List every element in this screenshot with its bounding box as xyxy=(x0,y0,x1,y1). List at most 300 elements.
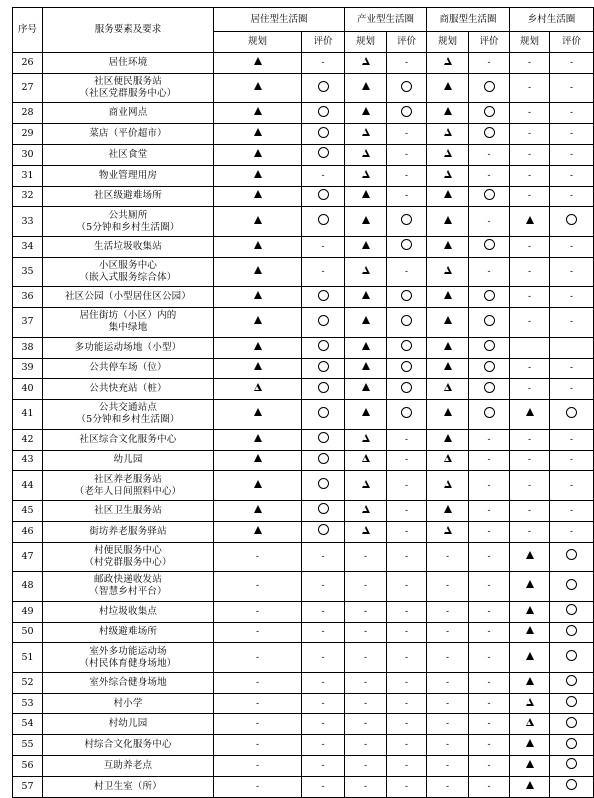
eval-cell xyxy=(387,308,427,338)
dash-mark: - xyxy=(528,363,532,374)
eval-cell xyxy=(387,144,427,165)
plan-cell xyxy=(214,756,302,777)
plan-cell xyxy=(214,500,302,521)
eval-cell xyxy=(302,756,345,777)
eval-cell xyxy=(469,124,510,145)
header-plan: 规划 xyxy=(345,32,387,53)
eval-cell xyxy=(469,186,510,207)
dash-mark: - xyxy=(405,581,409,592)
eval-cell xyxy=(550,400,594,430)
header-eval: 评价 xyxy=(550,32,594,53)
service-item-name-line: 物业管理用房 xyxy=(98,169,158,181)
plan-cell xyxy=(427,358,469,379)
dash-mark: - xyxy=(487,551,491,562)
service-item-name xyxy=(43,572,214,602)
service-item-name-line: （村党群服务中心） xyxy=(84,556,172,568)
plan-cell xyxy=(427,53,469,74)
service-item-name-line: 居住街坊（小区）内的 xyxy=(79,310,177,322)
eval-cell xyxy=(302,429,345,450)
row-number: 49 xyxy=(13,601,43,622)
service-item-name-line: 公共厕所 xyxy=(108,209,148,221)
service-item-name-line: 村级避难场所 xyxy=(98,626,158,638)
plan-cell xyxy=(510,500,550,521)
eval-cell xyxy=(550,735,594,756)
circle-icon xyxy=(566,407,577,418)
circle-icon xyxy=(484,340,495,351)
row-number: 26 xyxy=(13,53,43,74)
eval-cell xyxy=(302,144,345,165)
dash-mark: - xyxy=(487,627,491,638)
dash-mark: - xyxy=(446,781,450,792)
plan-cell xyxy=(345,500,387,521)
dash-mark: - xyxy=(363,781,368,792)
header-group-industrial: 产业型生活圈 xyxy=(345,8,427,32)
row-number: 51 xyxy=(13,643,43,673)
service-item-name-line: （社区党群服务中心） xyxy=(79,88,177,100)
plan-cell xyxy=(214,735,302,756)
table-row xyxy=(13,471,594,501)
plan-cell xyxy=(345,73,387,103)
dash-mark: - xyxy=(487,267,491,278)
dash-mark: - xyxy=(405,149,409,160)
eval-cell xyxy=(302,124,345,145)
dash-mark: - xyxy=(363,740,368,751)
eval-cell xyxy=(550,257,594,287)
service-item-name-line: 街坊养老服务驿站 xyxy=(89,525,167,537)
solid-triangle-icon xyxy=(362,383,370,391)
circle-icon xyxy=(484,239,495,250)
circle-icon xyxy=(566,214,577,225)
service-item-name xyxy=(43,73,214,103)
dash-mark: - xyxy=(321,57,325,68)
row-number: 36 xyxy=(13,287,43,308)
eval-cell xyxy=(387,337,427,358)
dash-mark: - xyxy=(446,652,450,663)
service-item-name xyxy=(43,776,214,797)
eval-cell xyxy=(469,73,510,103)
solid-triangle-icon xyxy=(444,434,452,442)
solid-triangle-icon xyxy=(254,408,262,416)
eval-cell xyxy=(387,521,427,542)
dash-mark: - xyxy=(405,652,409,663)
hollow-triangle-icon xyxy=(444,149,452,157)
service-item-name-line: （智慧乡村平台） xyxy=(89,586,167,598)
dash-mark: - xyxy=(405,480,409,491)
dash-mark: - xyxy=(321,760,325,771)
service-item-name xyxy=(43,124,214,145)
eval-cell xyxy=(387,542,427,572)
service-item-name-line: 居住环境 xyxy=(108,56,148,68)
dash-mark: - xyxy=(446,606,450,617)
solid-triangle-icon xyxy=(526,739,534,747)
eval-cell xyxy=(550,643,594,673)
plan-cell xyxy=(427,450,469,471)
eval-cell xyxy=(469,207,510,237)
circle-icon xyxy=(401,106,412,117)
hollow-triangle-icon xyxy=(444,454,452,462)
dash-mark: - xyxy=(570,129,574,140)
solid-triangle-icon xyxy=(526,551,534,559)
plan-cell xyxy=(427,165,469,186)
plan-cell xyxy=(510,379,550,400)
dash-mark: - xyxy=(405,719,409,730)
hollow-triangle-icon xyxy=(362,526,370,534)
service-item-name-line: 菜店（平价超市） xyxy=(89,128,167,140)
header-group-commercial: 商服型生活圈 xyxy=(427,8,510,32)
service-item-name-line: （老年人日间照料中心） xyxy=(74,485,182,497)
dash-mark: - xyxy=(570,57,574,68)
service-item-name-line: 社区综合文化服务中心 xyxy=(79,433,177,445)
service-item-name xyxy=(43,337,214,358)
circle-icon xyxy=(318,432,329,443)
eval-cell xyxy=(550,622,594,643)
eval-cell xyxy=(469,144,510,165)
plan-cell xyxy=(345,776,387,797)
table-row xyxy=(13,450,594,471)
plan-cell xyxy=(427,287,469,308)
solid-triangle-icon xyxy=(362,342,370,350)
eval-cell xyxy=(302,693,345,714)
dash-mark: - xyxy=(405,551,409,562)
dash-mark: - xyxy=(363,606,368,617)
table-row xyxy=(13,542,594,572)
eval-cell xyxy=(302,308,345,338)
dash-mark: - xyxy=(528,170,532,181)
plan-cell xyxy=(427,207,469,237)
eval-cell xyxy=(550,124,594,145)
dash-mark: - xyxy=(487,170,491,181)
dash-mark: - xyxy=(528,83,532,94)
eval-cell xyxy=(387,287,427,308)
eval-cell xyxy=(469,257,510,287)
plan-cell xyxy=(214,358,302,379)
table-row xyxy=(13,186,594,207)
solid-triangle-icon xyxy=(254,82,262,90)
circle-icon xyxy=(484,189,495,200)
eval-cell xyxy=(387,358,427,379)
plan-cell xyxy=(345,756,387,777)
circle-icon xyxy=(318,81,329,92)
solid-triangle-icon xyxy=(254,149,262,157)
service-item-name xyxy=(43,165,214,186)
eval-cell xyxy=(550,186,594,207)
eval-cell xyxy=(302,186,345,207)
dash-mark: - xyxy=(570,292,574,303)
eval-cell xyxy=(387,165,427,186)
solid-triangle-icon xyxy=(444,408,452,416)
row-number: 47 xyxy=(13,542,43,572)
circle-icon xyxy=(318,361,329,372)
dash-mark: - xyxy=(528,149,532,160)
plan-cell xyxy=(214,308,302,338)
dash-mark: - xyxy=(321,740,325,751)
eval-cell xyxy=(550,358,594,379)
row-number: 39 xyxy=(13,358,43,379)
plan-cell xyxy=(345,450,387,471)
dash-mark: - xyxy=(255,781,260,792)
eval-cell xyxy=(302,358,345,379)
eval-cell xyxy=(469,693,510,714)
solid-triangle-icon xyxy=(254,434,262,442)
solid-triangle-icon xyxy=(526,760,534,768)
row-number: 27 xyxy=(13,73,43,103)
circle-icon xyxy=(401,340,412,351)
eval-cell xyxy=(469,542,510,572)
table-row xyxy=(13,207,594,237)
circle-icon xyxy=(566,549,577,560)
circle-icon xyxy=(318,478,329,489)
service-item-name-line: 商业网点 xyxy=(108,107,148,119)
dash-mark: - xyxy=(363,698,368,709)
plan-cell xyxy=(510,337,550,358)
row-number: 28 xyxy=(13,103,43,124)
hollow-triangle-icon xyxy=(362,434,370,442)
plan-cell xyxy=(427,776,469,797)
solid-triangle-icon xyxy=(254,291,262,299)
service-item-name xyxy=(43,287,214,308)
eval-cell xyxy=(387,471,427,501)
dash-mark: - xyxy=(570,149,574,160)
dash-mark: - xyxy=(570,434,574,445)
plan-cell xyxy=(427,308,469,338)
service-item-name-line: 社区卫生服务站 xyxy=(94,504,162,516)
row-number: 40 xyxy=(13,379,43,400)
eval-cell xyxy=(302,236,345,257)
table-row xyxy=(13,735,594,756)
plan-cell xyxy=(510,672,550,693)
plan-cell xyxy=(510,257,550,287)
eval-cell xyxy=(302,572,345,602)
eval-cell xyxy=(302,337,345,358)
plan-cell xyxy=(214,124,302,145)
dash-mark: - xyxy=(528,129,532,140)
plan-cell xyxy=(214,572,302,602)
service-item-name-line: （5分钟和乡村生活圈） xyxy=(76,414,180,426)
circle-icon xyxy=(484,407,495,418)
service-item-name-line: 幼儿园 xyxy=(113,454,143,466)
dash-mark: - xyxy=(570,480,574,491)
hollow-triangle-icon xyxy=(444,383,452,391)
eval-cell xyxy=(469,471,510,501)
service-item-name xyxy=(43,500,214,521)
solid-triangle-icon xyxy=(526,408,534,416)
service-item-name-line: 室外多功能运动场 xyxy=(89,645,167,657)
solid-triangle-icon xyxy=(526,652,534,660)
eval-cell xyxy=(550,450,594,471)
circle-icon xyxy=(484,361,495,372)
eval-cell xyxy=(387,735,427,756)
plan-cell xyxy=(214,379,302,400)
hollow-triangle-icon xyxy=(362,149,370,157)
dash-mark: - xyxy=(487,434,491,445)
row-number: 29 xyxy=(13,124,43,145)
eval-cell xyxy=(550,756,594,777)
plan-cell xyxy=(510,429,550,450)
plan-cell xyxy=(345,53,387,74)
table-row xyxy=(13,429,594,450)
eval-cell xyxy=(550,308,594,338)
circle-icon xyxy=(318,315,329,326)
service-item-name xyxy=(43,144,214,165)
plan-cell xyxy=(427,601,469,622)
service-item-name-line: 社区便民服务站 xyxy=(94,76,162,88)
dash-mark: - xyxy=(255,740,260,751)
row-number: 43 xyxy=(13,450,43,471)
dash-mark: - xyxy=(363,677,368,688)
circle-icon xyxy=(401,290,412,301)
solid-triangle-icon xyxy=(526,216,534,224)
eval-cell xyxy=(387,643,427,673)
eval-cell xyxy=(302,287,345,308)
dash-mark: - xyxy=(528,384,532,395)
table-row xyxy=(13,714,594,735)
row-number: 31 xyxy=(13,165,43,186)
plan-cell xyxy=(214,103,302,124)
table-header xyxy=(13,8,594,53)
plan-cell xyxy=(214,73,302,103)
eval-cell xyxy=(550,207,594,237)
dash-mark: - xyxy=(570,505,574,516)
service-item-name-line: 社区食堂 xyxy=(108,148,148,160)
solid-triangle-icon xyxy=(254,107,262,115)
eval-cell xyxy=(302,207,345,237)
plan-cell xyxy=(345,236,387,257)
plan-cell xyxy=(427,714,469,735)
plan-cell xyxy=(427,400,469,430)
dash-mark: - xyxy=(405,606,409,617)
service-item-name xyxy=(43,756,214,777)
dash-mark: - xyxy=(528,241,532,252)
dash-mark: - xyxy=(487,760,491,771)
row-number: 35 xyxy=(13,257,43,287)
eval-cell xyxy=(387,379,427,400)
plan-cell xyxy=(427,257,469,287)
dash-mark: - xyxy=(446,677,450,688)
eval-cell xyxy=(550,287,594,308)
circle-icon xyxy=(318,127,329,138)
dash-mark: - xyxy=(570,191,574,202)
service-item-name xyxy=(43,643,214,673)
eval-cell xyxy=(469,500,510,521)
plan-cell xyxy=(214,236,302,257)
dash-mark: - xyxy=(570,317,574,328)
dash-mark: - xyxy=(570,455,574,466)
plan-cell xyxy=(345,379,387,400)
eval-cell xyxy=(550,672,594,693)
eval-cell xyxy=(302,714,345,735)
eval-cell xyxy=(302,521,345,542)
dash-mark: - xyxy=(446,719,450,730)
eval-cell xyxy=(550,542,594,572)
eval-cell xyxy=(469,165,510,186)
row-number: 34 xyxy=(13,236,43,257)
plan-cell xyxy=(214,287,302,308)
plan-cell xyxy=(214,165,302,186)
eval-cell xyxy=(302,379,345,400)
eval-cell xyxy=(302,672,345,693)
eval-cell xyxy=(387,450,427,471)
plan-cell xyxy=(214,714,302,735)
table-row xyxy=(13,500,594,521)
dash-mark: - xyxy=(528,191,532,202)
solid-triangle-icon xyxy=(254,57,262,65)
plan-cell xyxy=(510,450,550,471)
dash-mark: - xyxy=(570,267,574,278)
plan-cell xyxy=(214,521,302,542)
circle-icon xyxy=(401,214,412,225)
hollow-triangle-icon xyxy=(362,266,370,274)
dash-mark: - xyxy=(321,719,325,730)
eval-cell xyxy=(387,429,427,450)
dash-mark: - xyxy=(321,781,325,792)
circle-icon xyxy=(566,604,577,615)
row-number: 33 xyxy=(13,207,43,237)
dash-mark: - xyxy=(255,581,260,592)
eval-cell xyxy=(387,103,427,124)
eval-cell xyxy=(302,400,345,430)
plan-cell xyxy=(427,756,469,777)
circle-icon xyxy=(318,106,329,117)
eval-cell xyxy=(469,714,510,735)
plan-cell xyxy=(214,450,302,471)
plan-cell xyxy=(345,693,387,714)
solid-triangle-icon xyxy=(254,241,262,249)
dash-mark: - xyxy=(321,551,325,562)
service-item-name-line: 社区公园（小型居住区公园） xyxy=(64,291,192,303)
plan-cell xyxy=(510,521,550,542)
dash-mark: - xyxy=(446,698,450,709)
dash-mark: - xyxy=(487,781,491,792)
plan-cell xyxy=(345,186,387,207)
header-plan: 规划 xyxy=(214,32,302,53)
circle-icon xyxy=(318,382,329,393)
eval-cell xyxy=(550,601,594,622)
eval-cell xyxy=(550,500,594,521)
eval-cell xyxy=(387,572,427,602)
dash-mark: - xyxy=(446,760,450,771)
eval-cell xyxy=(387,186,427,207)
circle-icon xyxy=(318,290,329,301)
service-item-name xyxy=(43,103,214,124)
dash-mark: - xyxy=(405,191,409,202)
plan-cell xyxy=(427,124,469,145)
header-seq: 序号 xyxy=(13,8,43,53)
hollow-triangle-icon xyxy=(444,170,452,178)
dash-mark: - xyxy=(363,760,368,771)
row-number: 56 xyxy=(13,756,43,777)
eval-cell xyxy=(469,337,510,358)
plan-cell xyxy=(510,358,550,379)
solid-triangle-icon xyxy=(526,677,534,685)
dash-mark: - xyxy=(255,606,260,617)
dash-mark: - xyxy=(528,526,532,537)
solid-triangle-icon xyxy=(444,342,452,350)
solid-triangle-icon xyxy=(254,362,262,370)
dash-mark: - xyxy=(321,581,325,592)
header-group-rural: 乡村生活圈 xyxy=(510,8,594,32)
dash-mark: - xyxy=(487,526,491,537)
plan-cell xyxy=(510,756,550,777)
eval-cell xyxy=(387,400,427,430)
plan-cell xyxy=(510,601,550,622)
eval-cell xyxy=(387,714,427,735)
circle-icon xyxy=(401,407,412,418)
plan-cell xyxy=(345,337,387,358)
service-elements-table-container xyxy=(12,7,594,798)
dash-mark: - xyxy=(528,267,532,278)
table-row xyxy=(13,379,594,400)
circle-icon xyxy=(318,147,329,158)
